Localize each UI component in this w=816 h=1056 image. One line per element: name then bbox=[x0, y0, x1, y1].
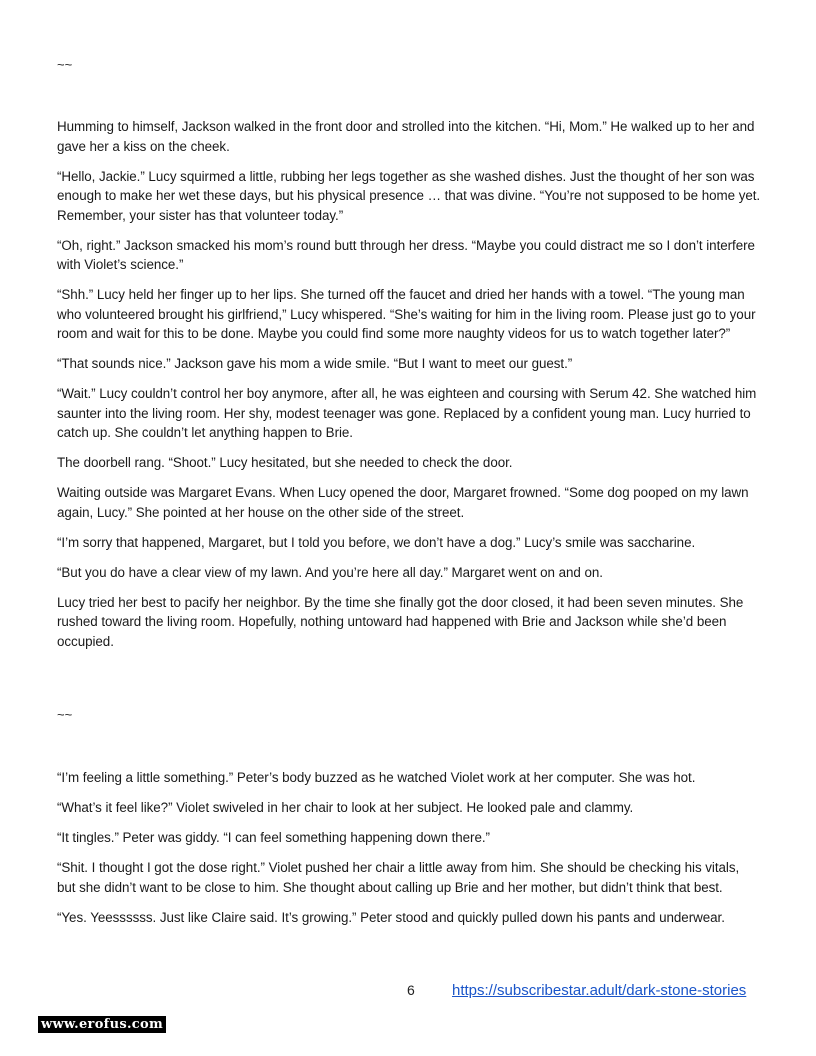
paragraph: Waiting outside was Margaret Evans. When Lucy opened the door, Margaret frowned. “Some dog pooped on my lawn again, Lucy.” She pointed at her house on the other side of the street. bbox=[57, 485, 749, 520]
paragraph: “Oh, right.” Jackson smacked his mom’s round butt through her dress. “Maybe you could distract me so I don’t interfere with Violet’s science.” bbox=[57, 237, 755, 272]
paragraph: Lucy tried her best to pacify her neighbor. By the time she finally got the door closed, it had been seven minutes. She rushed toward the living room. Hopefully, nothing untoward had happened with Brie and Jackson while she’d been occupied. bbox=[57, 594, 744, 649]
paragraph: “Yes. Yeessssss. Just like Claire said. It’s growing.” Peter stood and quickly pulled down his pants and underwear. bbox=[57, 909, 725, 925]
paragraph: “Hello, Jackie.” Lucy squirmed a little, rubbing her legs together as she washed dishes. Just the thought of her son was enough to make her wet these days, but his physical presence … that was divine. “You’re not supposed to be home yet. Remember, your sister has that volunteer today.” bbox=[57, 168, 761, 223]
paragraph: “It tingles.” Peter was giddy. “I can feel something happening down there.” bbox=[57, 830, 490, 845]
paragraph: “That sounds nice.” Jackson gave his mom a wide smile. “But I want to meet our guest.” bbox=[57, 356, 573, 371]
section-separator-top: ~~ bbox=[57, 57, 73, 72]
paragraph: “I’m feeling a little something.” Peter’s body buzzed as he watched Violet work at her computer. She was hot. bbox=[57, 770, 696, 785]
paragraph: “I’m sorry that happened, Margaret, but I told you before, we don’t have a dog.” Lucy’s smile was saccharine. bbox=[57, 534, 696, 550]
paragraph: The doorbell rang. “Shoot.” Lucy hesitated, but she needed to check the door. bbox=[57, 455, 513, 470]
section-separator-mid: ~~ bbox=[57, 707, 73, 722]
section-1 bbox=[57, 117, 761, 662]
paragraph: Humming to himself, Jackson walked in the front door and strolled into the kitchen. “Hi, Mom.” He walked up to her and gave her a kiss on the cheek. bbox=[57, 119, 755, 154]
paragraph: “Shit. I thought I got the dose right.” Violet pushed her chair a little away from him. She should be checking his vitals, but she didn’t want to be close to him. She thought about calling up Brie and her mother, but didn’t think that best. bbox=[57, 860, 740, 895]
paragraph: “Wait.” Lucy couldn’t control her boy anymore, after all, he was eighteen and coursing with Serum 42. She watched him saunter into the living room. Her shy, modest teenager was gone. Replaced by a confident young man. Lucy hurried to catch up. She couldn’t let anything happen to Brie. bbox=[57, 386, 757, 440]
section-2 bbox=[57, 768, 761, 938]
page-number: 6 bbox=[407, 982, 415, 998]
paragraph: “What’s it feel like?” Violet swiveled in her chair to look at her subject. He looked pale and clammy. bbox=[57, 800, 634, 815]
site-watermark: www.erofus.com bbox=[38, 1016, 166, 1033]
subscribestar-link[interactable]: https://subscribestar.adult/dark-stone-stories bbox=[452, 982, 747, 999]
paragraph: “Shh.” Lucy held her finger up to her lips. She turned off the faucet and dried her hands with a towel. “The young man who volunteered brought his girlfriend,” Lucy whispered. “She’s waiting for him in the living room. Please just go to your room and wait for this to be done. Maybe you could find some more naughty videos for us to watch together later?” bbox=[57, 287, 756, 341]
paragraph: “But you do have a clear view of my lawn. And you’re here all day.” Margaret went on and on. bbox=[57, 564, 603, 580]
